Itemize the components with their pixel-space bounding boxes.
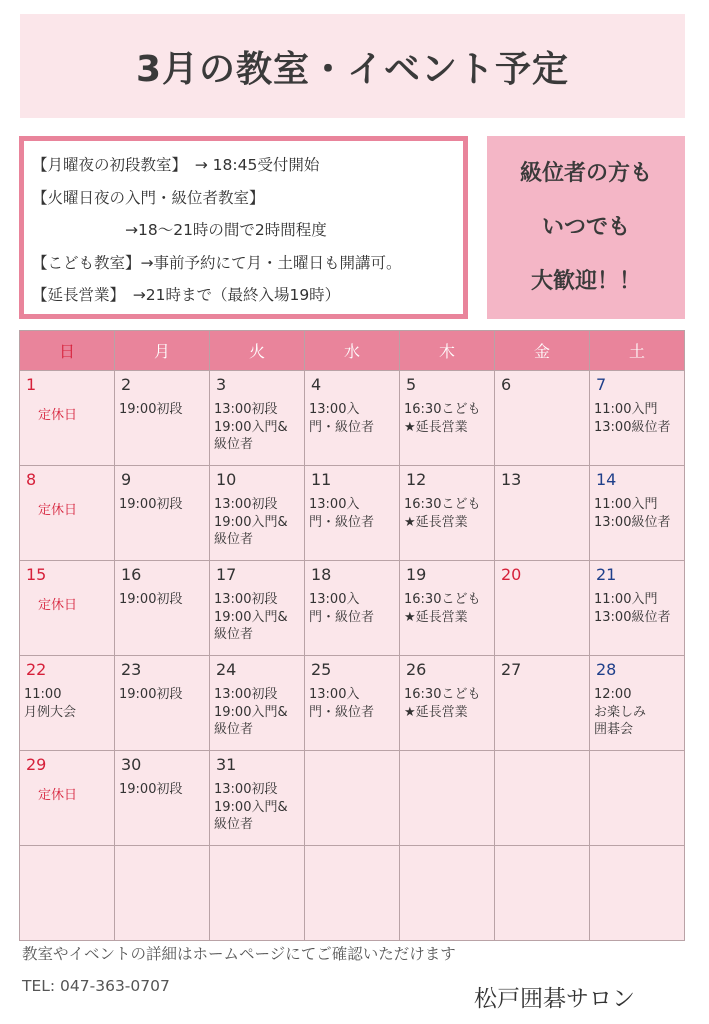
calendar-day-cell [495, 751, 590, 846]
weekday-header-sun: 日 [20, 331, 115, 371]
weekday-header-wed: 水 [305, 331, 400, 371]
day-number: 7 [596, 375, 607, 394]
closed-day-label: 定休日 [38, 503, 78, 518]
calendar-day-cell [495, 466, 590, 561]
calendar-day-cell [115, 846, 210, 941]
calendar-day-cell [305, 846, 400, 941]
day-event: 13:00初段 19:00入門& 級位者 [214, 402, 288, 452]
day-event: 12:00 お楽しみ 囲碁会 [594, 687, 647, 737]
calendar-day-cell [400, 371, 495, 466]
day-event: 13:00初段 19:00入門& 級位者 [214, 687, 288, 737]
day-event: 13:00入 門・級位者 [309, 402, 375, 435]
calendar-day-cell [210, 561, 305, 656]
day-number: 25 [311, 660, 332, 679]
day-number: 16 [121, 565, 142, 584]
day-number: 21 [596, 565, 617, 584]
day-number: 23 [121, 660, 142, 679]
info-line: 【月曜夜の初段教室】 → 18:45受付開始 [32, 156, 320, 174]
welcome-line: 級位者の方も [519, 160, 652, 186]
calendar-day-cell [210, 371, 305, 466]
welcome-line: 大歓迎！！ [530, 268, 641, 294]
weekday-header-sat: 土 [590, 331, 685, 371]
calendar-day-cell [115, 561, 210, 656]
day-number: 20 [501, 565, 522, 584]
info-line: 【こども教室】→事前予約にて月・土曜日も開講可。 [32, 253, 402, 272]
calendar-day-cell [590, 751, 685, 846]
day-number: 9 [121, 470, 132, 489]
calendar-day-cell [495, 846, 590, 941]
day-event: 16:30こども ★延長営業 [404, 402, 481, 435]
day-event: 11:00 月例大会 [24, 687, 77, 720]
calendar-day-cell [400, 846, 495, 941]
calendar-day-cell [495, 371, 590, 466]
day-event: 13:00入 門・級位者 [309, 592, 375, 625]
day-event: 11:00入門 13:00級位者 [594, 497, 671, 530]
day-number: 15 [26, 565, 47, 584]
closed-day-label: 定休日 [38, 598, 78, 613]
day-number: 10 [216, 470, 237, 489]
footer-note: 教室やイベントの詳細はホームページにてご確認いただけます [22, 945, 456, 963]
day-event: 19:00初段 [119, 687, 183, 702]
day-number: 18 [311, 565, 332, 584]
day-number: 11 [311, 470, 332, 489]
footer-tel: TEL: 047-363-0707 [22, 977, 170, 995]
closed-day-label: 定休日 [38, 408, 78, 423]
calendar-day-cell [20, 466, 115, 561]
day-number: 1 [26, 375, 37, 394]
day-event: 11:00入門 13:00級位者 [594, 402, 671, 435]
day-event: 19:00初段 [119, 592, 183, 607]
calendar-day-cell [115, 751, 210, 846]
day-number: 17 [216, 565, 237, 584]
calendar-day-cell [210, 846, 305, 941]
day-event: 16:30こども ★延長営業 [404, 497, 481, 530]
calendar-day-cell [400, 751, 495, 846]
welcome-line: いつでも [541, 214, 630, 240]
welcome-box [487, 136, 685, 319]
day-event: 13:00初段 19:00入門& 級位者 [214, 782, 288, 832]
calendar-day-cell [590, 561, 685, 656]
calendar-day-cell [210, 751, 305, 846]
calendar-day-cell [305, 561, 400, 656]
calendar-week-row [20, 656, 685, 751]
calendar-day-cell [400, 466, 495, 561]
day-number: 6 [501, 375, 512, 394]
day-number: 24 [216, 660, 237, 679]
calendar-week-row [20, 751, 685, 846]
page-title: 3月の教室・イベント予定 [135, 48, 570, 90]
calendar-week-row [20, 371, 685, 466]
day-number: 19 [406, 565, 427, 584]
title-banner [20, 14, 685, 118]
calendar-day-cell [20, 846, 115, 941]
weekday-header-fri: 金 [495, 331, 590, 371]
info-line: →18～21時の間で2時間程度 [32, 221, 327, 239]
calendar-day-cell [115, 371, 210, 466]
day-number: 26 [406, 660, 427, 679]
day-number: 5 [406, 375, 417, 394]
calendar-week-row [20, 466, 685, 561]
day-number: 27 [501, 660, 522, 679]
day-number: 31 [216, 755, 237, 774]
day-number: 13 [501, 470, 522, 489]
schedule-info-box [19, 136, 468, 319]
day-number: 8 [26, 470, 37, 489]
day-event: 11:00入門 13:00級位者 [594, 592, 671, 625]
day-event: 13:00初段 19:00入門& 級位者 [214, 592, 288, 642]
day-event: 13:00入 門・級位者 [309, 497, 375, 530]
calendar-day-cell [400, 561, 495, 656]
day-number: 30 [121, 755, 142, 774]
day-event: 16:30こども ★延長営業 [404, 592, 481, 625]
info-line: 【延長営業】 →21時まで（最終入場19時） [32, 286, 341, 304]
calendar-week-row [20, 561, 685, 656]
calendar-day-cell [210, 466, 305, 561]
day-number: 29 [26, 755, 47, 774]
weekday-header-mon: 月 [115, 331, 210, 371]
calendar-day-cell [305, 371, 400, 466]
day-event: 19:00初段 [119, 782, 183, 797]
closed-day-label: 定休日 [38, 788, 78, 803]
calendar-day-cell [210, 656, 305, 751]
calendar-day-cell [115, 466, 210, 561]
weekday-header-tue: 火 [210, 331, 305, 371]
day-number: 12 [406, 470, 427, 489]
calendar-day-cell [590, 846, 685, 941]
calendar-day-cell [305, 751, 400, 846]
calendar-day-cell [20, 751, 115, 846]
calendar-day-cell [20, 561, 115, 656]
weekday-header-row [20, 331, 685, 371]
calendar-day-cell [20, 656, 115, 751]
calendar-table [19, 330, 685, 941]
calendar-week-row [20, 846, 685, 941]
day-event: 16:30こども ★延長営業 [404, 687, 481, 720]
calendar-day-cell [20, 371, 115, 466]
day-number: 22 [26, 660, 47, 679]
calendar-day-cell [305, 656, 400, 751]
calendar-day-cell [305, 466, 400, 561]
calendar-day-cell [590, 371, 685, 466]
calendar-day-cell [495, 561, 590, 656]
calendar-day-cell [400, 656, 495, 751]
day-number: 4 [311, 375, 322, 394]
day-event: 13:00初段 19:00入門& 級位者 [214, 497, 288, 547]
info-line: 【火曜日夜の入門・級位者教室】 [32, 188, 265, 207]
calendar-day-cell [590, 656, 685, 751]
day-event: 19:00初段 [119, 497, 183, 512]
calendar-day-cell [590, 466, 685, 561]
day-number: 14 [596, 470, 617, 489]
calendar-body [20, 371, 685, 941]
day-number: 3 [216, 375, 227, 394]
day-event: 19:00初段 [119, 402, 183, 417]
salon-name: 松戸囲碁サロン [474, 986, 635, 1012]
day-event: 13:00入 門・級位者 [309, 687, 375, 720]
day-number: 2 [121, 375, 132, 394]
calendar-day-cell [115, 656, 210, 751]
calendar-day-cell [495, 656, 590, 751]
weekday-header-thu: 木 [400, 331, 495, 371]
day-number: 28 [596, 660, 617, 679]
